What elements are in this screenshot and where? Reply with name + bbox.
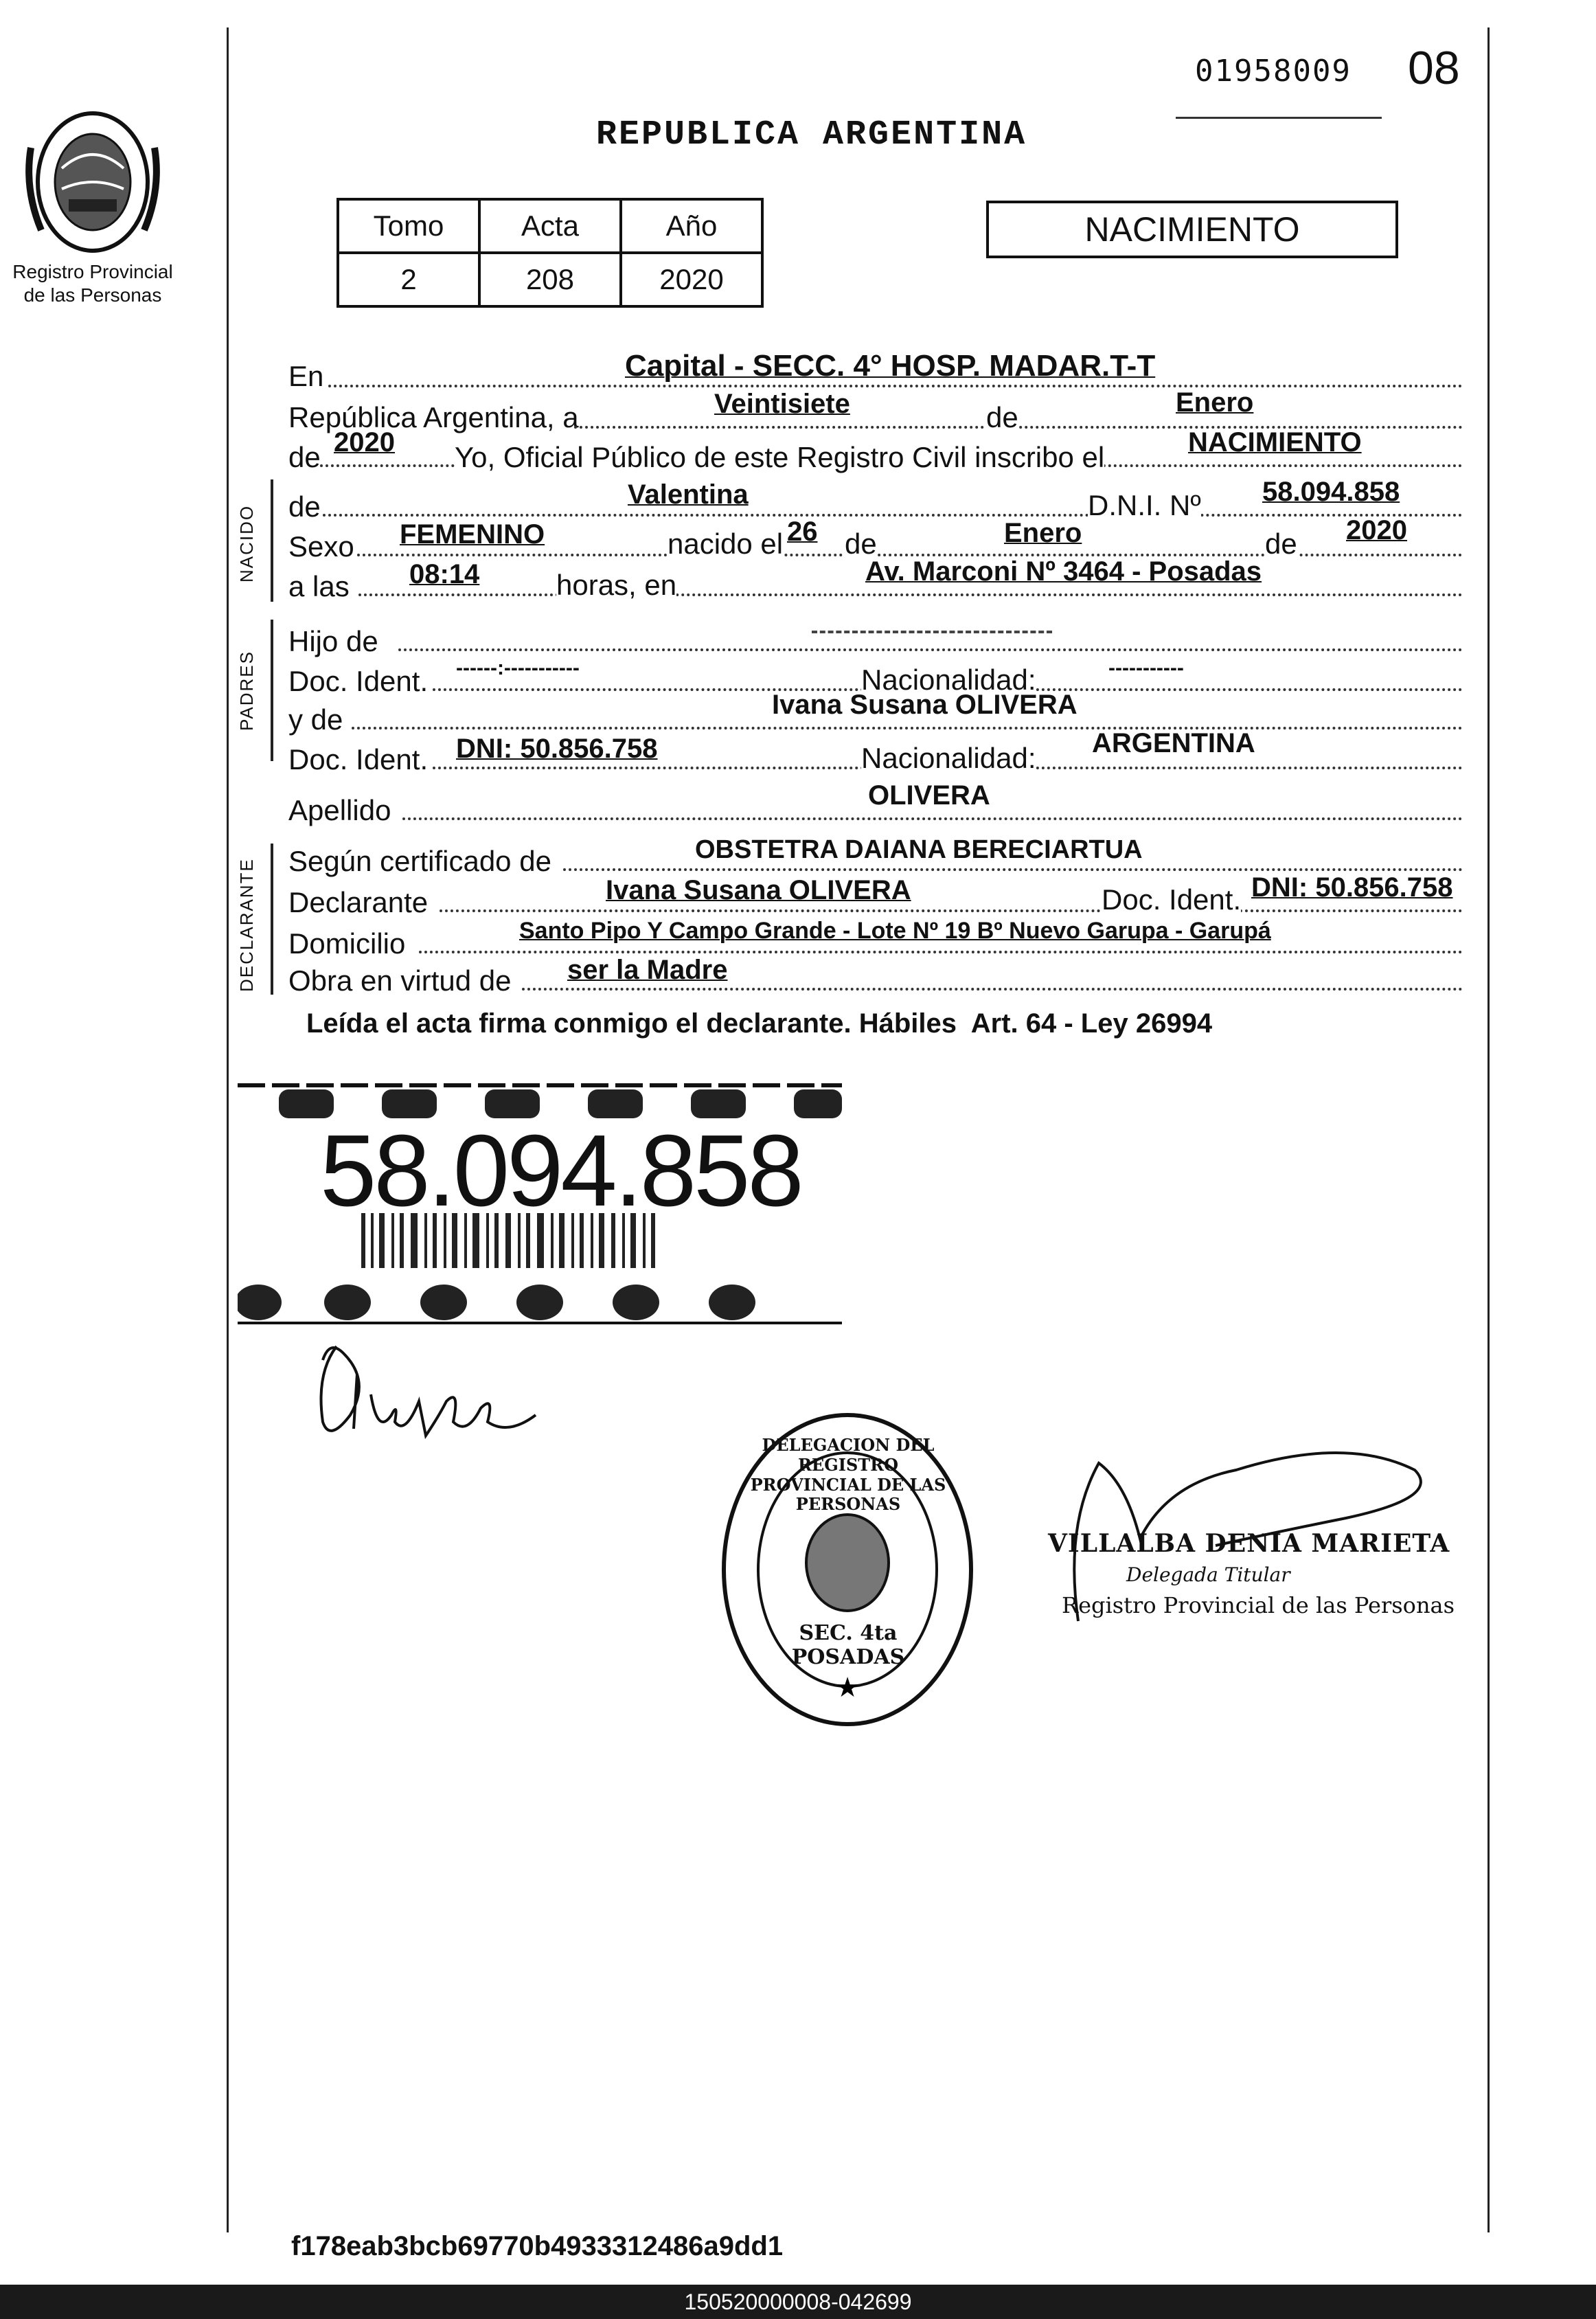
nacido-section-label: NACIDO [236, 504, 257, 582]
declarante-section-label: DECLARANTE [236, 858, 257, 992]
hash-code: f178eab3bcb69770b4933312486a9dd1 [291, 2231, 784, 2261]
decl-row2-dots [440, 909, 1463, 912]
apellido-value: OLIVERA [868, 780, 990, 811]
birth-year-value: 2020 [1346, 515, 1407, 545]
birth-month-value: Enero [1004, 518, 1082, 548]
a-las-label: a las [288, 570, 350, 602]
decl-doc-value: DNI: 50.856.758 [1251, 872, 1453, 903]
record-value-acta: 208 [479, 253, 621, 306]
footer-bar [0, 2285, 1596, 2319]
logo-caption-line2: de las Personas [23, 284, 162, 306]
nac1-value: ----------- [1108, 657, 1184, 679]
inscribo-value: NACIMIENTO [1188, 427, 1362, 457]
day-value: Veintisiete [714, 389, 850, 419]
en-dots [328, 385, 1463, 387]
oficial-text: Yo, Oficial Público de este Registro Civil inscribo el [455, 441, 1105, 473]
nacido-bar [271, 479, 273, 602]
decl-label: Declarante [288, 886, 429, 918]
nac2-value: ARGENTINA [1092, 728, 1255, 758]
padres-bar [271, 620, 273, 761]
sexo-label: Sexo [288, 530, 354, 563]
padres-row1-dots [398, 648, 1463, 651]
serial-underline [1176, 117, 1382, 119]
decl-doc-label: Doc. Ident. [1102, 883, 1242, 916]
record-header-ano: Año [621, 199, 762, 253]
right-margin-line [1487, 27, 1490, 2232]
record-type: NACIMIENTO [1084, 210, 1300, 249]
official-name: VILLALBA DENIA MARIETA [1048, 1529, 1450, 1558]
svg-text:★: ★ [835, 1672, 860, 1704]
official-office: Registro Provincial de las Personas [1062, 1592, 1455, 1618]
record-header-acta: Acta [479, 199, 621, 253]
closing-text: Leída el acta firma conmigo el declarante. Hábiles Art. 64 - Ley 26994 [306, 1008, 1213, 1039]
nacido-row1-dots [323, 514, 1463, 517]
en-value: Capital - SECC. 4° HOSP. MADAR.T-T [625, 349, 1156, 383]
official-role: Delegada Titular [1126, 1563, 1290, 1586]
nacido-el-label: nacido el [668, 528, 784, 560]
birth-place-value: Av. Marconi Nº 3464 - Posadas [865, 556, 1262, 587]
republica-label: República Argentina, a [288, 401, 579, 433]
nacido-name-value: Valentina [628, 479, 749, 510]
dom-value: Santo Pipo Y Campo Grande - Lote Nº 19 Bº Nuevo Garupa - Garupá [519, 918, 1271, 944]
dom-label: Domicilio [288, 927, 406, 960]
y-de-label: y de [288, 703, 343, 736]
year-value: 2020 [334, 427, 395, 457]
nacido-row3-dots [358, 593, 1463, 596]
apellido-dots [402, 817, 1463, 820]
cert-label: Según certificado de [288, 845, 551, 877]
page-number: 08 [1408, 42, 1460, 94]
decl-row1-dots [563, 868, 1463, 871]
sexo-value: FEMENINO [400, 519, 545, 550]
cert-value: OBSTETRA DAIANA BERECIARTUA [695, 835, 1143, 864]
declarant-signature [302, 1333, 549, 1460]
birth-de-label: de [845, 528, 877, 560]
obra-label: Obra en virtud de [288, 964, 512, 997]
logo-caption-line1: Registro Provincial [12, 261, 173, 282]
decl-value: Ivana Susana OLIVERA [606, 875, 911, 905]
doc1-value: ------:----------- [456, 657, 580, 679]
mother-value: Ivana Susana OLIVERA [772, 690, 1078, 720]
decl-row4-dots [522, 988, 1463, 991]
en-label: En [288, 360, 324, 392]
hijo-de-label: Hijo de [288, 625, 378, 657]
month-value: Enero [1176, 387, 1254, 418]
declarante-bar [271, 844, 273, 995]
signature-icon [302, 1333, 549, 1456]
birth-day-value: 26 [787, 517, 818, 547]
time-value: 08:14 [409, 559, 480, 589]
province-logo [21, 93, 165, 258]
padres-section-label: PADRES [236, 651, 257, 731]
record-value-ano: 2020 [621, 253, 762, 306]
nac2-label: Nacionalidad: [861, 742, 1036, 774]
birth-de2-label: de [1265, 528, 1297, 560]
dni-label: D.N.I. Nº [1088, 489, 1201, 521]
nacido-de-label: de [288, 490, 321, 523]
left-margin-line [227, 27, 229, 2232]
apellido-label: Apellido [288, 794, 391, 826]
doc1-label: Doc. Ident. [288, 665, 429, 697]
padres-row3-dots [352, 727, 1463, 729]
stamp-inner-text: SEC. 4ta POSADAS [791, 1621, 905, 1669]
doc2-label: Doc. Ident. [288, 743, 429, 776]
record-type-box [986, 201, 1398, 258]
father-blank-dash [812, 631, 1052, 633]
stamp-ring-text: DELEGACION DEL REGISTRO PROVINCIAL DE LAS PERSONAS [750, 1435, 946, 1515]
doc2-value: DNI: 50.856.758 [456, 734, 658, 764]
record-value-tomo: 2 [338, 253, 479, 306]
de2-label: de [288, 441, 321, 473]
province-emblem-icon [21, 93, 165, 258]
nac1-label: Nacionalidad: [861, 664, 1036, 696]
record-table [337, 198, 764, 308]
horas-label: horas, en [556, 569, 677, 601]
serial-number: 01958009 [1195, 54, 1352, 89]
page-title: REPUBLICA ARGENTINA [596, 115, 1027, 155]
barcode-number: 58.094.858 [320, 1114, 801, 1228]
de-label: de [986, 401, 1018, 433]
decl-row3-dots [419, 951, 1463, 953]
obra-value: ser la Madre [567, 955, 728, 985]
dni-value: 58.094.858 [1262, 477, 1400, 507]
record-header-tomo: Tomo [338, 199, 479, 253]
footer-code: 150520000008-042699 [684, 2289, 912, 2314]
